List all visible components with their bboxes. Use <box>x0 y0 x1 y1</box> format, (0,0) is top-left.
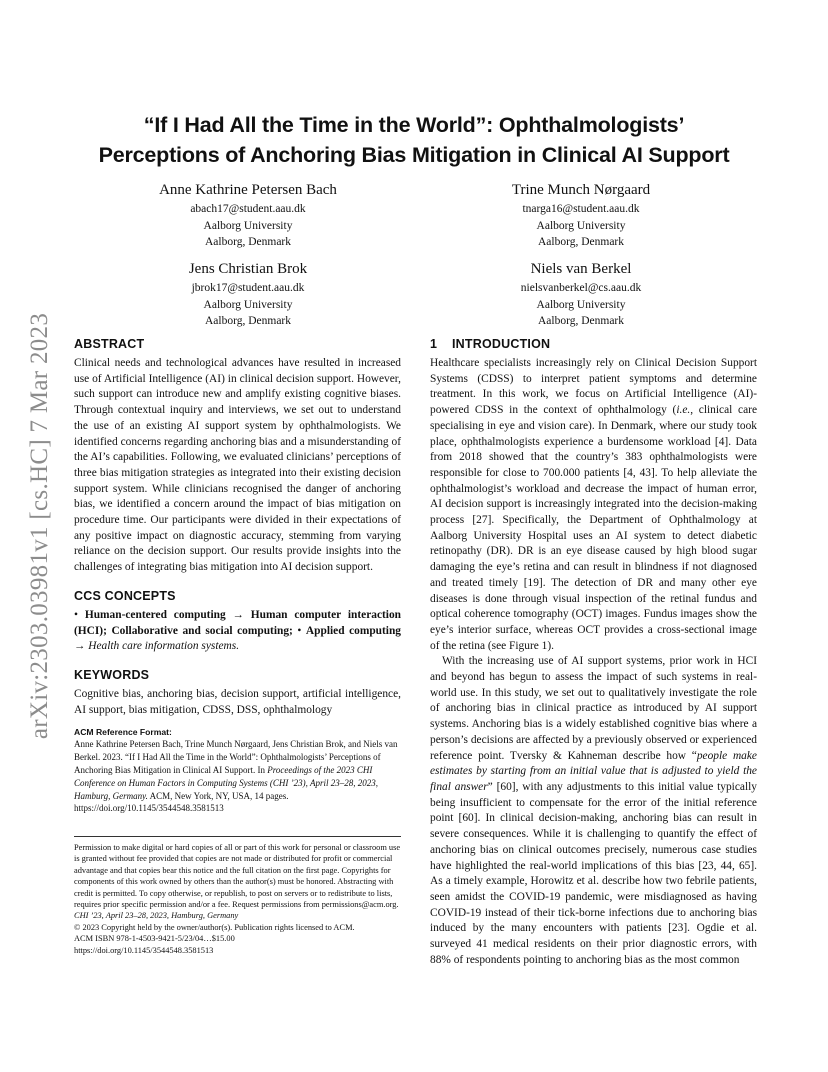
permission-text: Permission to make digital or hard copies of all or part of this work for personal or classroom use is granted without fee provided that copies are not made or distributed for profit or commercial advantage and that copies bear this notice and the full citation on the first page. Copyrights for components of this work owned by others than the author(s) must be honored. Abstracting with credit is permitted. To copy otherwise, or republish, to post on servers or to redistribute to lists, requires prior specific permission and/or a fee. Request permissions from permissions@acm.org. <box>74 843 401 910</box>
copyright-line: © 2023 Copyright held by the owner/author(s). Publication rights licensed to ACM. <box>74 922 355 932</box>
section-title: INTRODUCTION <box>452 337 551 351</box>
intro-p2-part-a: With the increasing use of AI support systems, prior work in HCI and beyond has begun to assess the impact of such systems in real-world use. In this study, we set out to qualitatively investigate the role of anchoring bias in clinical practice as introduced by AI support systems. Anchoring bias is a widely established cognitive bias where a person’s decisions are affected by a previously observed or experienced reference point. Tversky & Kahneman describe how “ <box>430 655 757 762</box>
intro-paragraph-2 <box>430 654 757 968</box>
author-email: nielsvanberkel@cs.aau.dk <box>520 282 642 294</box>
author-email: jbrok17@student.aau.dk <box>191 282 305 294</box>
author-name: Jens Christian Brok <box>188 261 308 277</box>
keywords-section <box>74 667 401 718</box>
author-affiliation: Aalborg University <box>536 298 626 311</box>
author-location: Aalborg, Denmark <box>537 236 624 248</box>
author-affiliation: Aalborg University <box>536 219 626 232</box>
abstract-section <box>74 336 401 576</box>
author-email: abach17@student.aau.dk <box>190 203 306 215</box>
ccs-arrow: → <box>74 640 89 653</box>
ccs-text <box>74 608 401 655</box>
footnote-divider <box>74 836 401 837</box>
ccs-concept-3: Health care information systems. <box>88 640 240 653</box>
intro-p1-part-b: , clinical care specialising in eye and vision care). In Denmark, where our study took place, ophthalmologists experience a burdensome workload [4]. Data from 2018 showed that the country’s 383 ophthalmologists were responsible for close to 700.000 patients [4, 43]. To help alleviate the ophthalmologist’s workload and decrease the impact of human error, AI decision support is increasingly integrated into the decision-making process [27]. Specifically, the Department of Ophthalmology at Aalborg University Hospital uses an AI system to detect diabetic retinopathy (DR). DR is an eye disease caused by high blood sugar damaging the eye’s retina and can result in blindness if not diagnosed and treated timely [19]. The detection of DR and many other eye diseases is done through visual inspection of the retinal fundus and optical coherence tomography (OCT) images. Fundus images show the eye’s interior surface, whereas OCT provides a cross-sectional image of the retina (see Figure 1). <box>430 404 758 652</box>
intro-p2-quote: people make estimates by starting from an initial value that is adjusted to yield the final answer <box>430 749 757 793</box>
author-block-1 <box>98 180 398 251</box>
author-name: Trine Munch Nørgaard <box>511 182 651 198</box>
doi-line: https://doi.org/10.1145/3544548.3581513 <box>74 945 214 955</box>
author-block-3 <box>98 259 398 330</box>
ccs-bullet: • <box>74 608 85 621</box>
intro-p1-ie: i.e. <box>676 404 691 417</box>
author-block-2 <box>431 180 731 251</box>
ccs-section <box>74 588 401 655</box>
ccs-concept-2: Applied computing <box>305 624 401 637</box>
reference-format-heading: ACM Reference Format: <box>74 727 172 738</box>
author-email: tnarga16@student.aau.dk <box>522 203 640 215</box>
author-name: Niels van Berkel <box>530 261 632 277</box>
ccs-bullet: • <box>292 624 306 637</box>
reference-format-text <box>74 738 401 815</box>
conference-line: CHI ’23, April 23–28, 2023, Hamburg, Germany <box>74 911 239 921</box>
title-line-1: “If I Had All the Time in the World”: Ophthalmologists’ <box>143 113 685 137</box>
right-column <box>430 336 757 968</box>
permission-footnote <box>74 836 401 956</box>
author-location: Aalborg, Denmark <box>204 236 291 248</box>
intro-p2-part-b: ” [60], with any adjustments to this initial value typically being insufficient to compensate for the error of the initial reference point [60]. In clinical decision-making, anchoring bias can result in severe consequences. While it is challenging to quantify the effect of anchoring bias on clinical outcomes precisely, numerous case studies have highlighted the real-world implications of this bias [23, 44, 65]. As a timely example, Horowitz et al. describe how two febrile patients, seen amidst the COVID-19 pandemic, were misdiagnosed as having COVID-19 instead of their tick-borne infections due to anchoring bias induced by the many encounters with patients [23]. Ogdie et al. surveyed 41 medical residents on their prior diagnostic errors, with 88% of respondents pointing to anchoring bias as the most common <box>430 780 757 966</box>
section-number: 1 <box>430 337 438 351</box>
ccs-concept-1: Human-centered computing → Human computer interaction (HCI); Collaborative and social computing; <box>74 608 401 637</box>
arxiv-id-text: arXiv:2303.03981v1 [cs.HC] 7 Mar 2023 <box>26 312 53 740</box>
title-line-2: Perceptions of Anchoring Bias Mitigation in Clinical AI Support <box>98 143 730 167</box>
abstract-heading: ABSTRACT <box>74 337 145 351</box>
author-location: Aalborg, Denmark <box>537 315 624 327</box>
reference-venue: Proceedings of the 2023 CHI Conference on Human Factors in Computing Systems (CHI ’23), April 23–28, 2023, Hamburg, Germany. <box>74 764 378 801</box>
intro-p1-part-a: Healthcare specialists increasingly rely on Clinical Decision Support Systems (CDSS) to interpret patient symptoms and determine treatment. In this work, we focus on Artificial Intelligence (AI)-powered CDSS in the context of ophthalmology ( <box>430 357 757 417</box>
left-column <box>74 336 401 815</box>
keywords-heading: KEYWORDS <box>74 667 150 682</box>
paper-title <box>60 110 768 170</box>
abstract-text: Clinical needs and technological advances have resulted in increased use of Artificial Intelligence (AI) in clinical decision support. However, such support can introduce new and amplify existing cognitive biases. Through contextual inquiry and interviews, we set out to understand the use of an existing AI support system by ophthalmologists. We identified concerns regarding anchoring bias and a misunderstanding of the AI’s capabilities. Following, we evaluated clinicians’ perceptions of three bias mitigation strategies as integrated into their existing decision support system. While clinicians recognised the danger of anchoring bias, we identified a concern around the impact of bias mitigation on procedure time. Our participants were divided in their expectations of any positive impact on diagnostic accuracy, stemming from varying reliance on the decision support. Our results provide insights into the challenges of integrating bias mitigation into AI decision support. <box>74 357 401 574</box>
keywords-text: Cognitive bias, anchoring bias, decision support, artificial intelligence, AI support, bias mitigation, CDSS, DSS, ophthalmology <box>74 687 401 716</box>
author-affiliation: Aalborg University <box>203 219 293 232</box>
reference-post: ACM, New York, NY, USA, 14 pages. https://doi.org/10.1145/3544548.3581513 <box>74 790 289 814</box>
reference-format <box>74 726 401 815</box>
isbn-line: ACM ISBN 978-1-4503-9421-5/23/04…$15.00 <box>74 934 235 944</box>
reference-pre: Anne Kathrine Petersen Bach, Trine Munch Nørgaard, Jens Christian Brok, and Niels van Berkel. 2023. “If I Had All the Time in the World”: Ophthalmologists’ Perceptions of Anchoring Bias Mitigation in Clinical AI Support. In <box>74 739 398 775</box>
intro-paragraph-1 <box>430 356 757 654</box>
author-location: Aalborg, Denmark <box>204 315 291 327</box>
ccs-heading: CCS CONCEPTS <box>74 588 176 603</box>
introduction-heading <box>430 336 757 353</box>
author-affiliation: Aalborg University <box>203 298 293 311</box>
author-block-4 <box>431 259 731 330</box>
author-name: Anne Kathrine Petersen Bach <box>159 182 337 198</box>
arxiv-identifier <box>25 286 55 766</box>
